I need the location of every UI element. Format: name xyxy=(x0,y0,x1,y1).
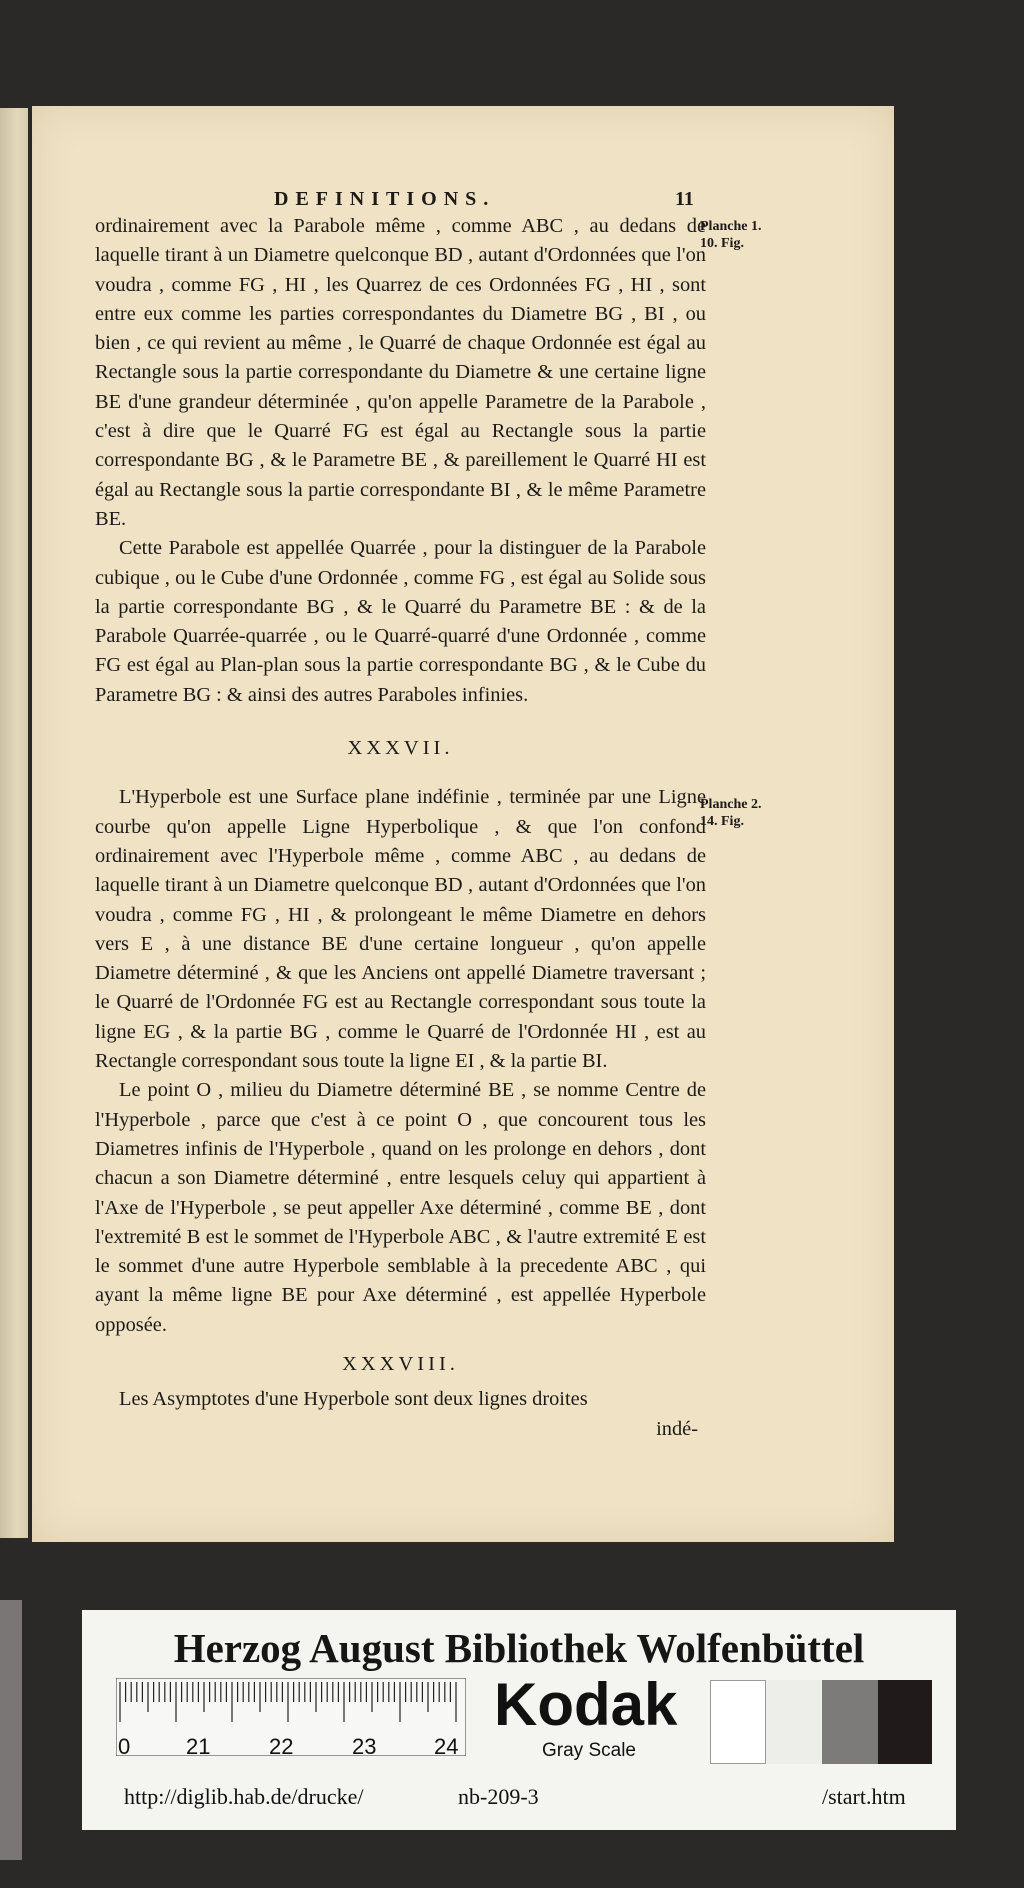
paragraph-parabola-kinds: Cette Parabole est appellée Quarrée , pour la distinguer de la Parabole cubique , ou le Cube d'une Ordonnée , comme FG , est égal au Solide sous la partie correspondante BG , & le Quarré du Parametre BE : & de la Parabole Quarrée-quarrée , ou le Quarré-quarré d'une Ordonnée , comme FG est égal au Plan-plan sous la partie correspondante BG , & le Cube du Parametre BG : & ainsi des autres Paraboles infinies. xyxy=(95,537,706,706)
shelfmark: nb-209-3 xyxy=(458,1784,539,1809)
ruler-label-23: 23 xyxy=(352,1734,377,1759)
scanner-edge xyxy=(0,1600,22,1860)
paragraph-parabola: ordinairement avec la Parabole même , comme ABC , au dedans de laquelle tirant à un Diametre quelconque BD , autant d'Ordonnées que l'on voudra , comme FG , HI , les Quarrez de ces Ordonnées FG , HI , sont entre eux comme les parties correspondantes du Diametre BG , BI , ou bien , ce qui revient au même , le Quarré de chaque Ordonnée est égal au Rectangle sous la partie correspondante du Diametre & une certaine ligne BE d'une grandeur déterminée , qu'on appelle Parametre de la Parabole , c'est à dire que le Quarré FG est égal au Rectangle sous la partie correspondante BG , & le Parametre BE , & pareillement le Quarré HI est égal au Rectangle sous la partie correspondante BI , & le même Parametre BE. xyxy=(95,215,706,530)
adjacent-page-edge xyxy=(0,108,28,1538)
margin-note-plate-1: Planche 1. 10. Fig. xyxy=(700,219,762,251)
ruler-label-0: 0 xyxy=(118,1734,131,1759)
section-heading-37: XXXVII. xyxy=(347,737,454,760)
book-page xyxy=(32,106,894,1542)
swatch-dark xyxy=(878,1680,932,1764)
digital-library-url: http://diglib.hab.de/drucke/ xyxy=(124,1784,364,1809)
running-title: DEFINITIONS. xyxy=(274,188,496,210)
start-file: /start.htm xyxy=(822,1784,906,1809)
kodak-logo: Kodak xyxy=(494,1671,678,1738)
body-text xyxy=(95,212,706,1444)
ruler-label-24: 24 xyxy=(434,1734,459,1759)
ruler-label-22: 22 xyxy=(269,1734,294,1759)
ruler-label-21: 21 xyxy=(186,1734,211,1759)
page-number: 11 xyxy=(675,188,694,210)
library-name: Herzog August Bibliothek Wolfenbüttel xyxy=(173,1625,865,1671)
gray-scale-label: Gray Scale xyxy=(542,1740,636,1761)
section-heading-38: XXXVIII. xyxy=(342,1352,459,1375)
catchword: indé- xyxy=(656,1417,698,1440)
gray-swatches xyxy=(710,1680,932,1764)
paragraph-hyperbola: L'Hyperbole est une Surface plane indéfinie , terminée par une Ligne courbe qu'on appelle Ligne Hyperbolique , & que l'on confond ordinairement avec l'Hyperbole même , comme ABC , au dedans de laquelle tirant à un Diametre quelconque BD , autant d'Ordonnées que l'on voudra , comme FG , HI , & prolongeant le même Diametre en dehors vers E , à une distance BE d'une certaine longueur , qu'on appelle Diametre déterminé , & que les Anciens ont appellé Diametre traversant ; le Quarré de l'Ordonnée FG est au Rectangle correspondant sous toute la ligne EG , & la partie BG , comme le Quarré de l'Ordonnée HI , est au Rectangle correspondant sous toute la ligne EI , & la partie BI. xyxy=(95,786,706,1073)
swatch-white xyxy=(710,1680,766,1764)
paragraph-asymptotes: Les Asymptotes d'une Hyperbole sont deux lignes droites xyxy=(119,1388,588,1411)
margin-note-plate-2: Planche 2. 14. Fig. xyxy=(700,797,762,829)
library-colour-card xyxy=(82,1610,956,1830)
swatch-mid xyxy=(822,1680,878,1764)
swatch-light xyxy=(766,1680,822,1764)
paragraph-hyperbola-centre: Le point O , milieu du Diametre déterminé BE , se nomme Centre de l'Hyperbole , parce que c'est à ce point O , que concourent tous les Diametres infinis de l'Hyperbole , quand on les prolonge en dehors , dont chacun a son Diametre déterminé , entre lesquels celuy qui appartient à l'Axe de l'Hyperbole , se peut appeller Axe déterminé , comme BE , dont l'extremité B est le sommet de l'Hyperbole ABC , & l'autre extremité E est le sommet d'une autre Hyperbole semblable à la precedente ABC , qui ayant la même ligne BE pour Axe déterminé , est appellée Hyperbole opposée. xyxy=(95,1079,706,1336)
